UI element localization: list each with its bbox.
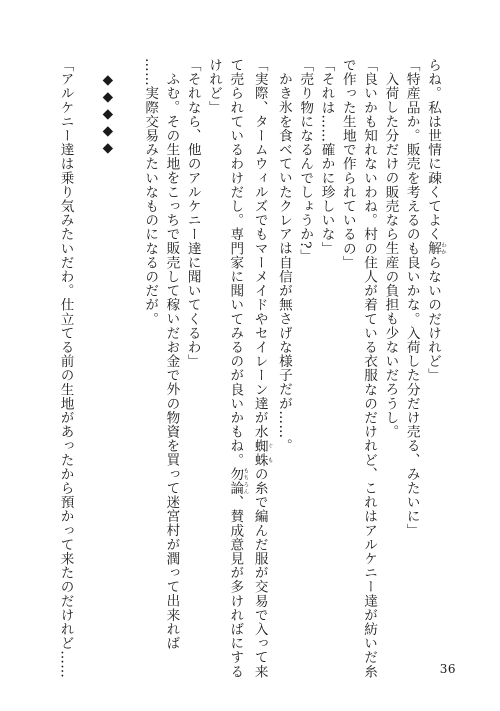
text-line [358, 58, 379, 679]
text-line-segment: 「アルケニー達は乗り気みたいだわ。仕立てる前の生地があったから預かって来たのだけれど…… [57, 58, 74, 679]
text-line-segment: 「良いかも知れないわね。村の住人が着ている衣服なのだけれど、これはアルケニー達が紡いだ糸 [361, 58, 378, 679]
text-line [139, 58, 160, 638]
text-line-segment: 「それなら、他のアルケニー達に聞いてくるわ」 [184, 58, 201, 369]
page-number: 36 [439, 662, 456, 676]
text-line-segment: 入荷した分だけの販売なら生産の負担も少ないだろうし。 [382, 71, 399, 439]
text-line [337, 58, 358, 638]
ruby-annotation: 解 わか [425, 241, 446, 256]
text-line [181, 58, 202, 638]
ruby-annotation: 勿論 もちろん [227, 466, 249, 496]
text-line-segment: 「売り物になるんでしょうか?」 [297, 58, 314, 264]
text-line [422, 58, 446, 638]
text-line-segment: らね。私は世情に疎くてよく [425, 58, 441, 242]
text-line-segment: の糸で編んだ服が交易で入って来 [251, 466, 268, 679]
text-line-segment: で作った生地で作られているの」 [339, 58, 356, 270]
text-line-segment: ふむ。その生地をこっちで販売して稼いだお金で外の物資を買って迷宮村が潤って出来れば [163, 71, 180, 650]
paragraph-gap [76, 58, 97, 638]
paragraph-gap [118, 58, 139, 638]
text-line-segment: かき氷を食べていたクレアは自信が無さげな様子だが……。 [275, 71, 292, 453]
text-line [273, 58, 294, 638]
text-line-segment: て売られているわけだし。専門家に聞いてみるのが良いかもね。 [227, 58, 244, 467]
text-line-segment: ……実際交易みたいなものになるのだが。 [142, 58, 159, 326]
text-line [224, 58, 249, 679]
text-line [54, 58, 75, 679]
text-line [379, 58, 400, 638]
text-line-segment: 「それは……確かに珍しいな」 [318, 58, 335, 256]
text-line [248, 58, 273, 679]
text-line [315, 58, 336, 638]
text-line-segment: ◆◆◆◆◆ [99, 71, 116, 157]
text-line [203, 58, 224, 638]
vertical-text-block [46, 58, 446, 679]
text-line-segment: けれど」 [206, 58, 223, 115]
text-line-segment: らないのだけれど」 [425, 255, 441, 383]
text-line [294, 58, 315, 638]
text-line-segment: 「特産品か。販売を考えるのも良いかな。入荷した分だけ売る、みたいに」 [403, 58, 420, 538]
ruby-annotation: 蜘蛛 ぐも [251, 438, 273, 467]
text-line [160, 58, 181, 650]
text-line-segment: 、賛成意見が多ければにする [227, 495, 244, 679]
scene-separator [97, 58, 118, 638]
text-line-segment: 「実際、タームウィルズでもマーメイドやセイレーン達が水 [251, 58, 268, 439]
text-line [400, 58, 421, 638]
